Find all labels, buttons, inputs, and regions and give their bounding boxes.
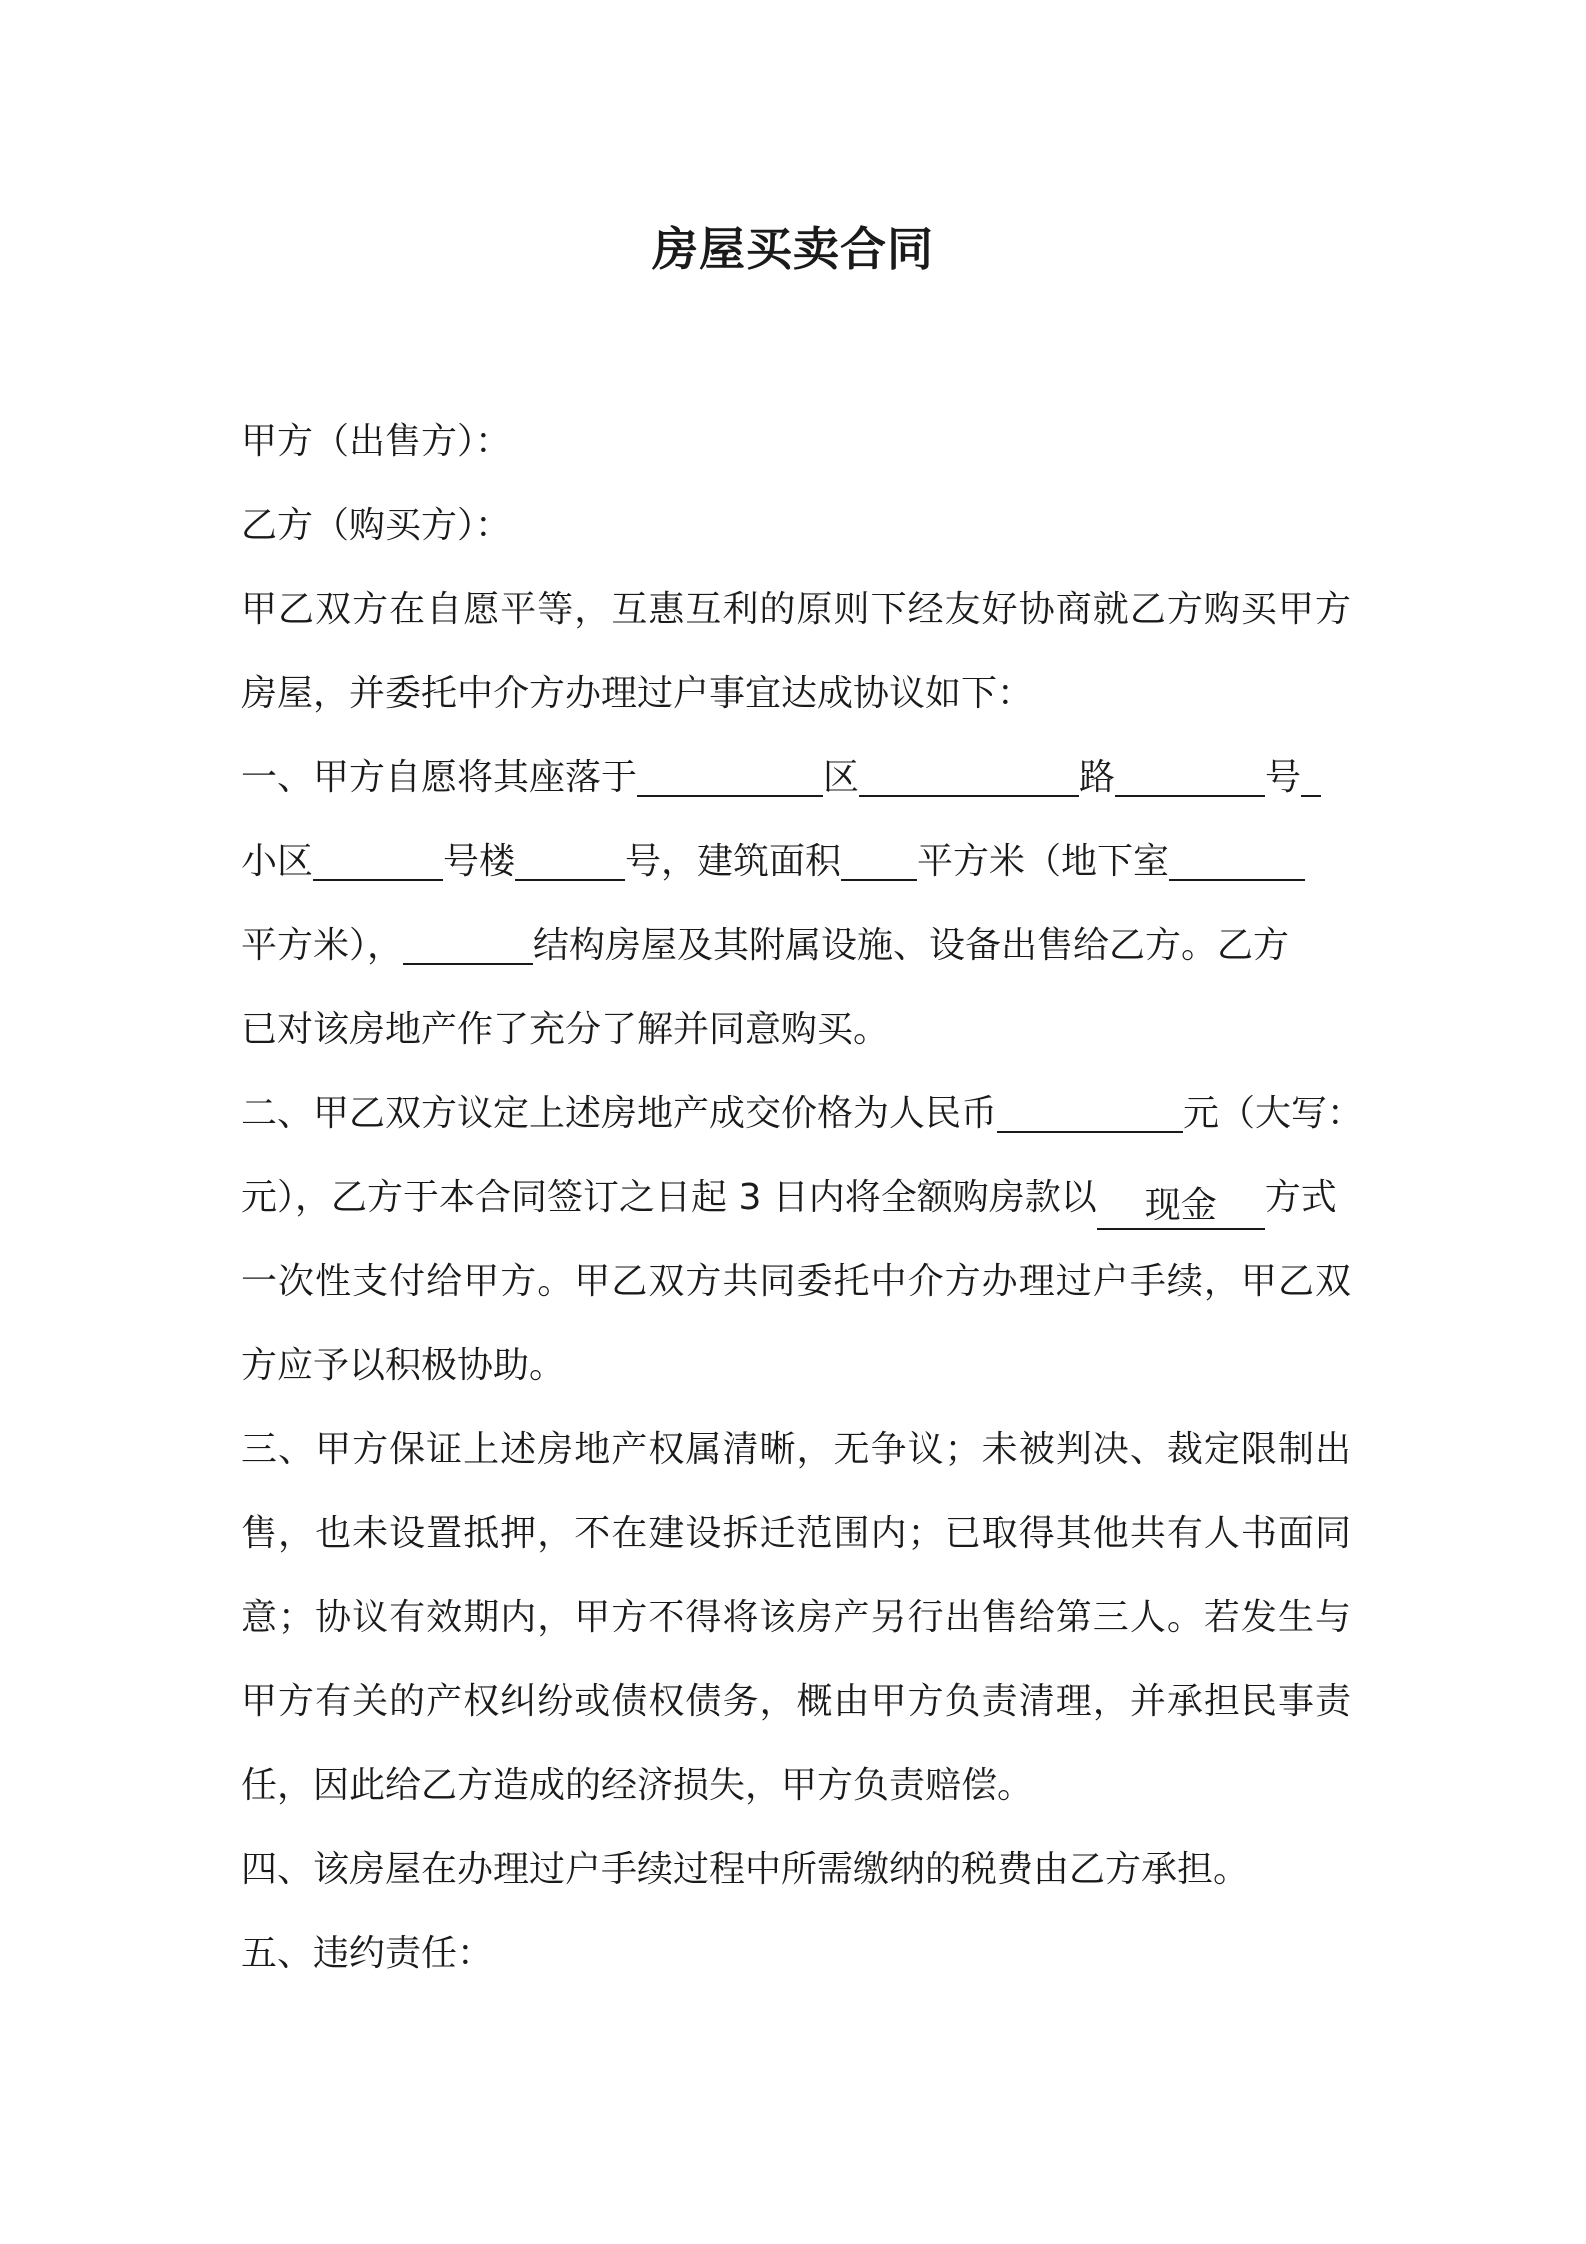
district-blank[interactable] bbox=[637, 751, 823, 797]
district-label: 区 bbox=[823, 757, 860, 798]
document-title: 房屋买卖合同 bbox=[652, 222, 934, 276]
party-b-line: 乙方（购买方）： bbox=[241, 505, 512, 546]
number-tail-blank[interactable] bbox=[1301, 751, 1321, 797]
clause2-line-4: 方应予以积极协助。 bbox=[241, 1345, 566, 1386]
clause1-line-4: 已对该房地产作了充分了解并同意购买。 bbox=[241, 1009, 890, 1050]
basement-blank[interactable] bbox=[1169, 835, 1305, 881]
intro-line-1: 甲乙双方在自愿平等，互惠互利的原则下经友好协商就乙方购买甲方 bbox=[241, 589, 1351, 630]
area-blank[interactable] bbox=[841, 835, 917, 881]
road-label: 路 bbox=[1079, 757, 1116, 798]
clause2-line-2 bbox=[241, 1156, 1351, 1240]
price-blank[interactable] bbox=[997, 1087, 1183, 1133]
payment-method-field[interactable]: 现金 bbox=[1097, 1184, 1265, 1230]
party-a-line: 甲方（出售方）： bbox=[241, 421, 512, 462]
building-blank[interactable] bbox=[515, 835, 625, 881]
number-blank[interactable] bbox=[1115, 751, 1265, 797]
area-label: 号，建筑面积 bbox=[625, 841, 842, 882]
clause3-line-3: 意；协议有效期内，甲方不得将该房产另行出售给第三人。若发生与 bbox=[241, 1597, 1351, 1638]
clause2-line-1 bbox=[241, 1072, 1364, 1156]
structure-text: 结构房屋及其附属设施、设备出售给乙方。乙方 bbox=[533, 925, 1290, 966]
basement-unit-label: 平方米）， bbox=[241, 925, 404, 966]
basement-label: 平方米（地下室 bbox=[917, 841, 1170, 882]
clause1-line-1 bbox=[241, 736, 1351, 820]
community-label: 小区 bbox=[241, 841, 314, 882]
clause1-line-3 bbox=[241, 904, 1351, 988]
payment-text: 元），乙方于本合同签订之日起 3 日内将全额购房款以 bbox=[241, 1177, 1097, 1218]
clause1-text: 一、甲方自愿将其座落于 bbox=[241, 757, 638, 798]
intro-line-2: 房屋，并委托中介方办理过户事宜达成协议如下： bbox=[241, 673, 1034, 714]
clause3-line-5: 任，因此给乙方造成的经济损失，甲方负责赔偿。 bbox=[241, 1765, 1034, 1806]
clause4-line: 四、该房屋在办理过户手续过程中所需缴纳的税费由乙方承担。 bbox=[241, 1849, 1250, 1890]
community-blank[interactable] bbox=[313, 835, 443, 881]
clause5-line: 五、违约责任： bbox=[241, 1933, 494, 1974]
number-label: 号 bbox=[1265, 757, 1302, 798]
clause3-line-2: 售，也未设置抵押，不在建设拆迁范围内；已取得其他共有人书面同 bbox=[241, 1513, 1351, 1554]
price-capital-label: 元（大写： bbox=[1183, 1093, 1364, 1134]
payment-mode-label: 方式 bbox=[1264, 1177, 1337, 1218]
road-blank[interactable] bbox=[859, 751, 1079, 797]
structure-blank[interactable] bbox=[403, 919, 533, 965]
clause2-line-3: 一次性支付给甲方。甲乙双方共同委托中介方办理过户手续，甲乙双 bbox=[241, 1261, 1351, 1302]
clause3-line-4: 甲方有关的产权纠纷或债权债务，概由甲方负责清理，并承担民事责 bbox=[241, 1681, 1351, 1722]
building-label: 号楼 bbox=[443, 841, 516, 882]
clause3-line-1: 三、甲方保证上述房地产权属清晰，无争议；未被判决、裁定限制出 bbox=[241, 1429, 1351, 1470]
clause1-line-2 bbox=[241, 820, 1351, 904]
price-text: 二、甲乙双方议定上述房地产成交价格为人民币 bbox=[241, 1093, 998, 1134]
